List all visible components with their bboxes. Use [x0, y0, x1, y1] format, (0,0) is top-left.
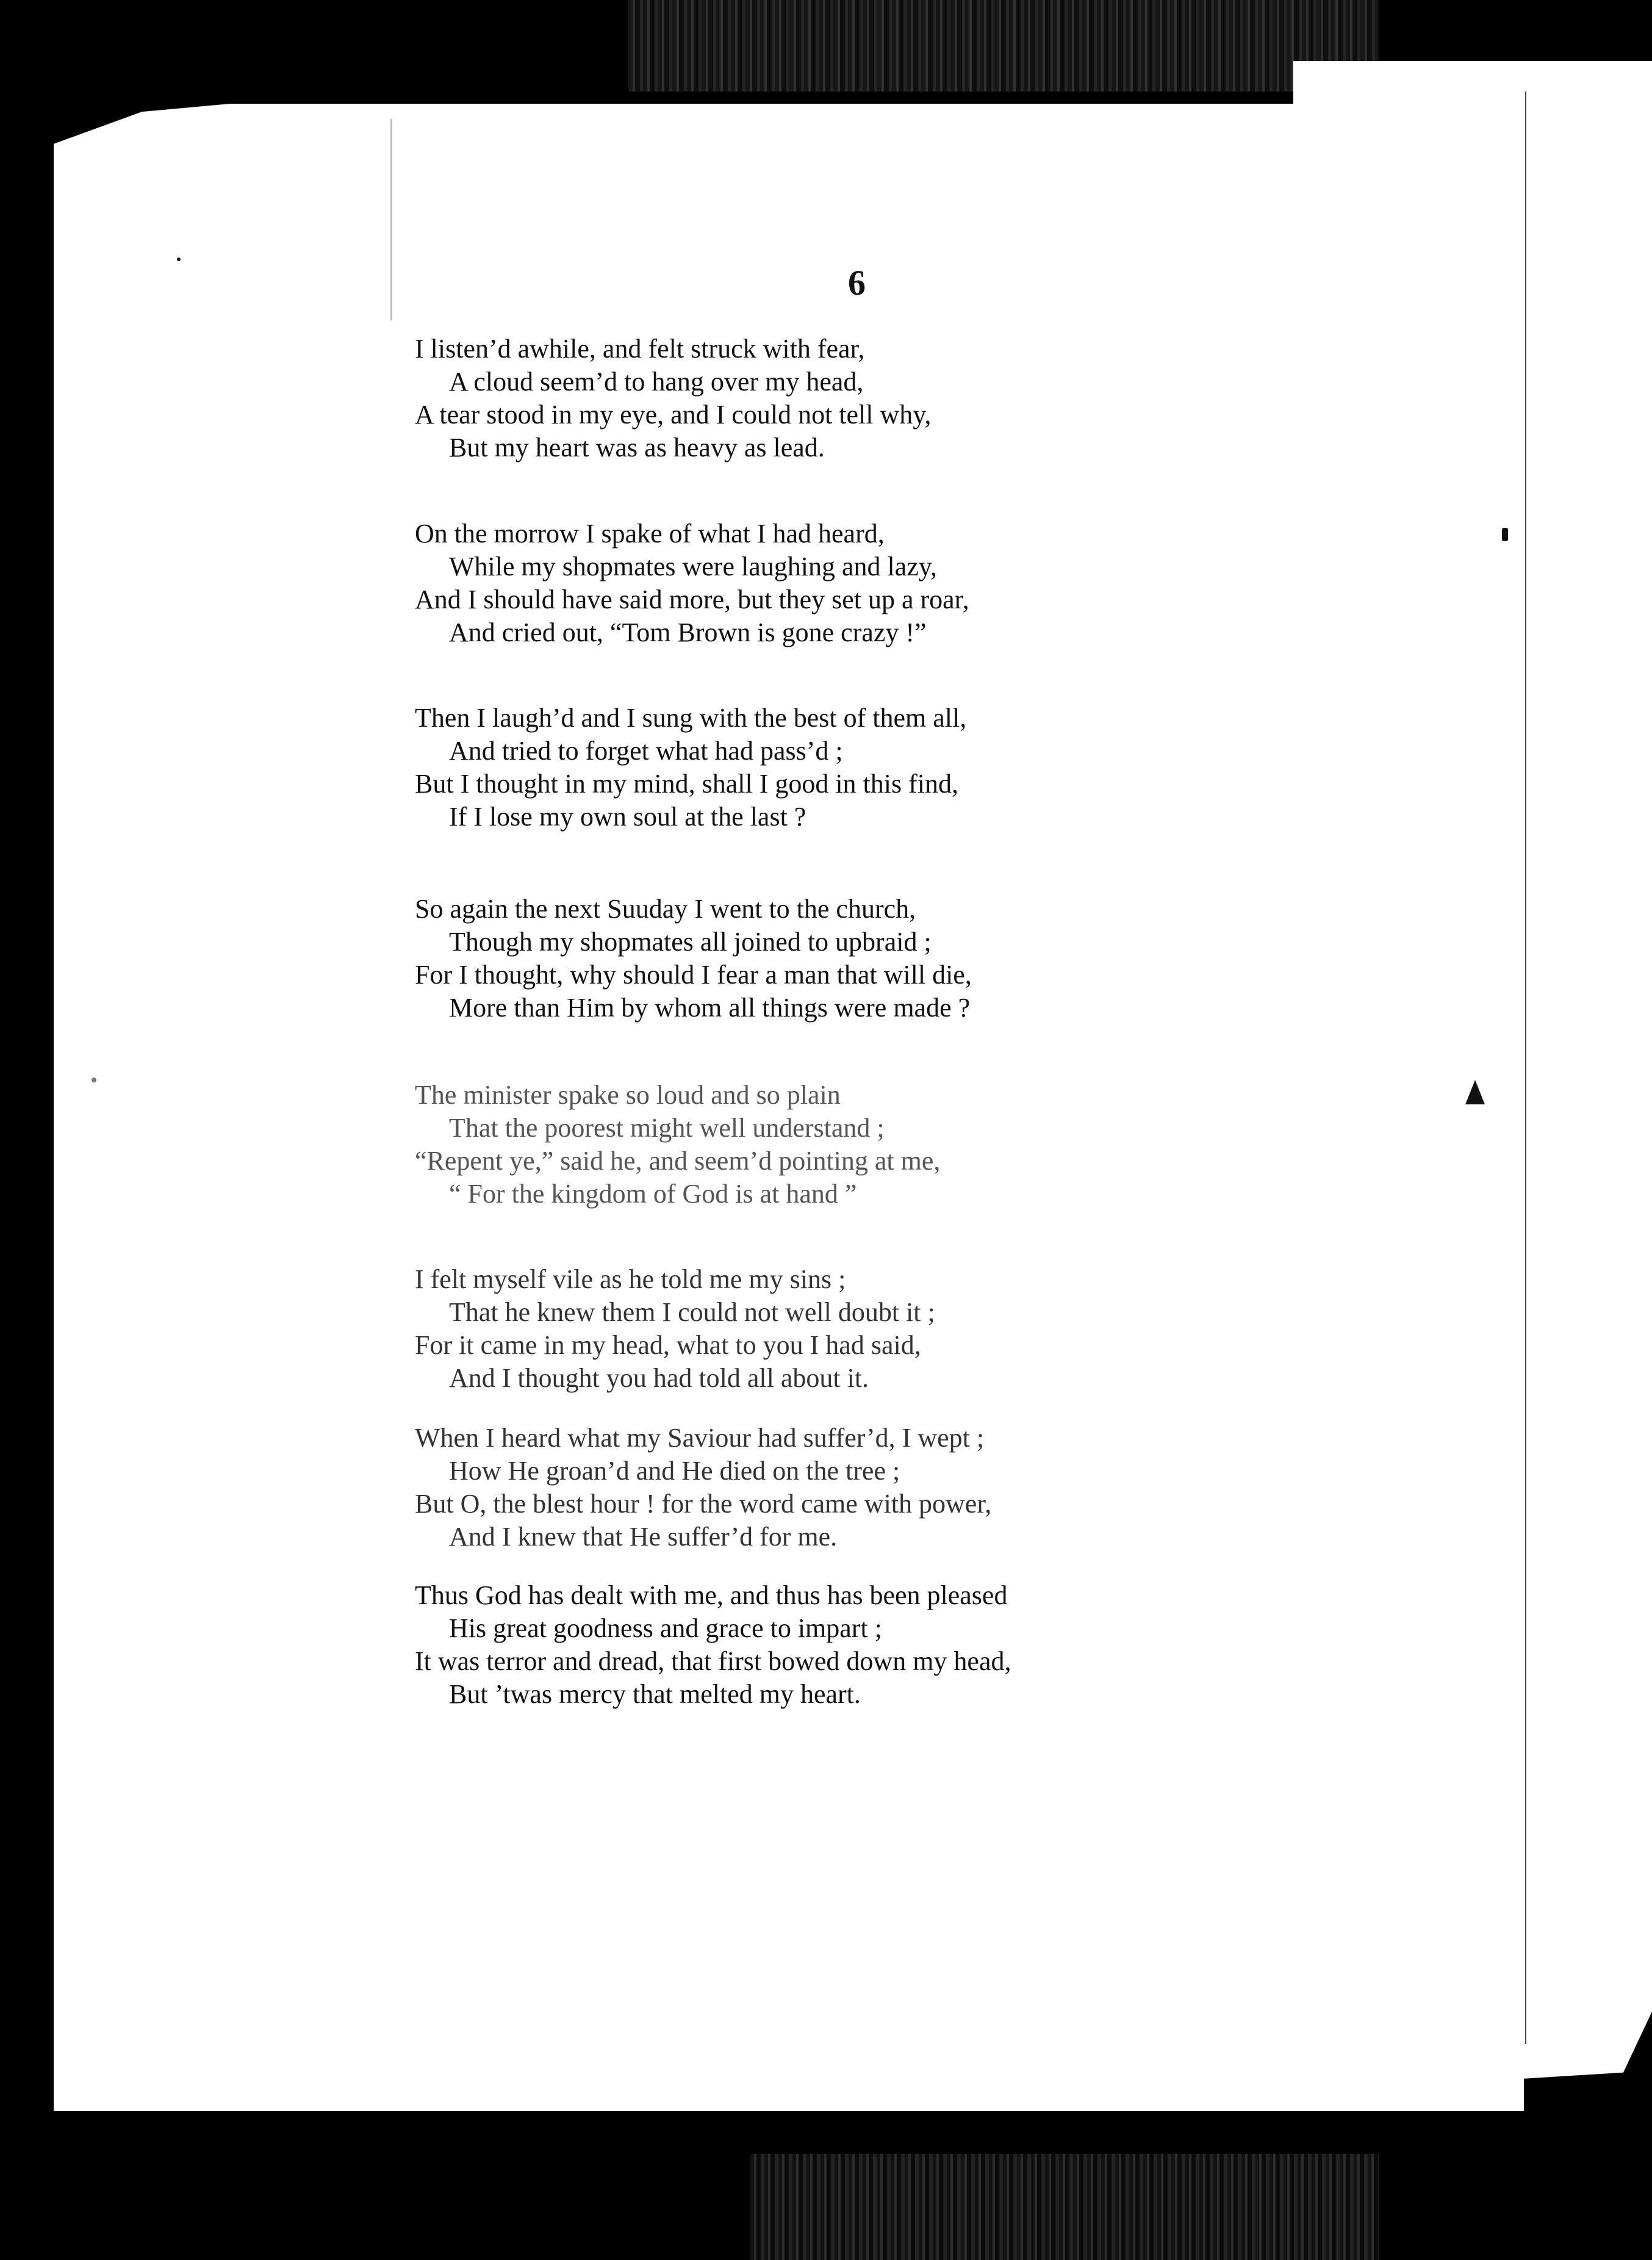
verse-line: But ’twas mercy that melted my heart.	[449, 1679, 861, 1709]
stanza	[415, 517, 1238, 649]
stanza	[415, 1263, 1238, 1395]
verse-line: But my heart was as heavy as lead.	[449, 433, 825, 462]
verse-line: If I lose my own soul at the last ?	[449, 802, 806, 832]
speck	[92, 1078, 96, 1082]
verse-line: Thus God has dealt with me, and thus has been pleased	[415, 1580, 1008, 1610]
verse-line: I listen’d awhile, and felt struck with fear,	[415, 334, 865, 364]
verse-line: That the poorest might well understand ;	[449, 1113, 885, 1143]
page-crease	[390, 119, 392, 320]
verse-line: Then I laugh’d and I sung with the best of them all,	[415, 703, 967, 733]
verse-line: A tear stood in my eye, and I could not tell why,	[415, 400, 932, 430]
edge-mark	[1502, 528, 1508, 541]
verse-line: And I thought you had told all about it.	[449, 1363, 869, 1393]
edge-tab-mark	[1465, 1080, 1485, 1104]
scan-border-top	[628, 0, 1379, 92]
verse-line: And tried to forget what had pass’d ;	[449, 736, 843, 766]
verse-line: But O, the blest hour ! for the word came with power,	[415, 1489, 992, 1519]
verse-line: It was terror and dread, that first bowed down my head,	[415, 1646, 1011, 1676]
verse-line: “ For the kingdom of God is at hand ”	[449, 1179, 857, 1209]
stanza	[415, 702, 1238, 833]
stanza	[415, 333, 1238, 464]
verse-line: “Repent ye,” said he, and seem’d pointing at me,	[415, 1146, 941, 1176]
verse-line: Though my shopmates all joined to upbraid ;	[449, 927, 932, 957]
verse-line: So again the next Suuday I went to the church,	[415, 894, 916, 924]
verse-line: On the morrow I spake of what I had heard,	[415, 519, 885, 549]
verse-line: For I thought, why should I fear a man that will die,	[415, 960, 972, 990]
verse-line: A cloud seem’d to hang over my head,	[449, 367, 864, 397]
verse-line: His great goodness and grace to impart ;	[449, 1613, 882, 1643]
verse-line: For it came in my head, what to you I had said,	[415, 1330, 921, 1360]
scan-border-bottom	[750, 2154, 1379, 2260]
stanza	[415, 1579, 1238, 1711]
verse-line: That he knew them I could not well doubt it ;	[449, 1297, 935, 1327]
stanza	[415, 1422, 1238, 1553]
verse-line: And I knew that He suffer’d for me.	[449, 1522, 838, 1552]
stanza	[415, 893, 1238, 1024]
page-number: 6	[848, 263, 866, 303]
verse-line: How He groan’d and He died on the tree ;	[449, 1456, 900, 1486]
verse-line: More than Him by whom all things were made ?	[449, 993, 971, 1023]
verse-line: And I should have said more, but they set up a roar,	[415, 585, 969, 614]
verse-line: But I thought in my mind, shall I good in this find,	[415, 769, 958, 799]
verse-line: While my shopmates were laughing and lazy,	[449, 552, 937, 581]
verse-line: I felt myself vile as he told me my sins ;	[415, 1264, 846, 1294]
verse-line: The minister spake so loud and so plain	[415, 1080, 841, 1110]
stanza	[415, 1079, 1238, 1211]
verse-line: And cried out, “Tom Brown is gone crazy !”	[449, 617, 927, 647]
speck	[177, 257, 181, 261]
page-edge-line-secondary	[1525, 92, 1526, 2044]
verse-line: When I heard what my Saviour had suffer’d, I wept ;	[415, 1423, 985, 1453]
